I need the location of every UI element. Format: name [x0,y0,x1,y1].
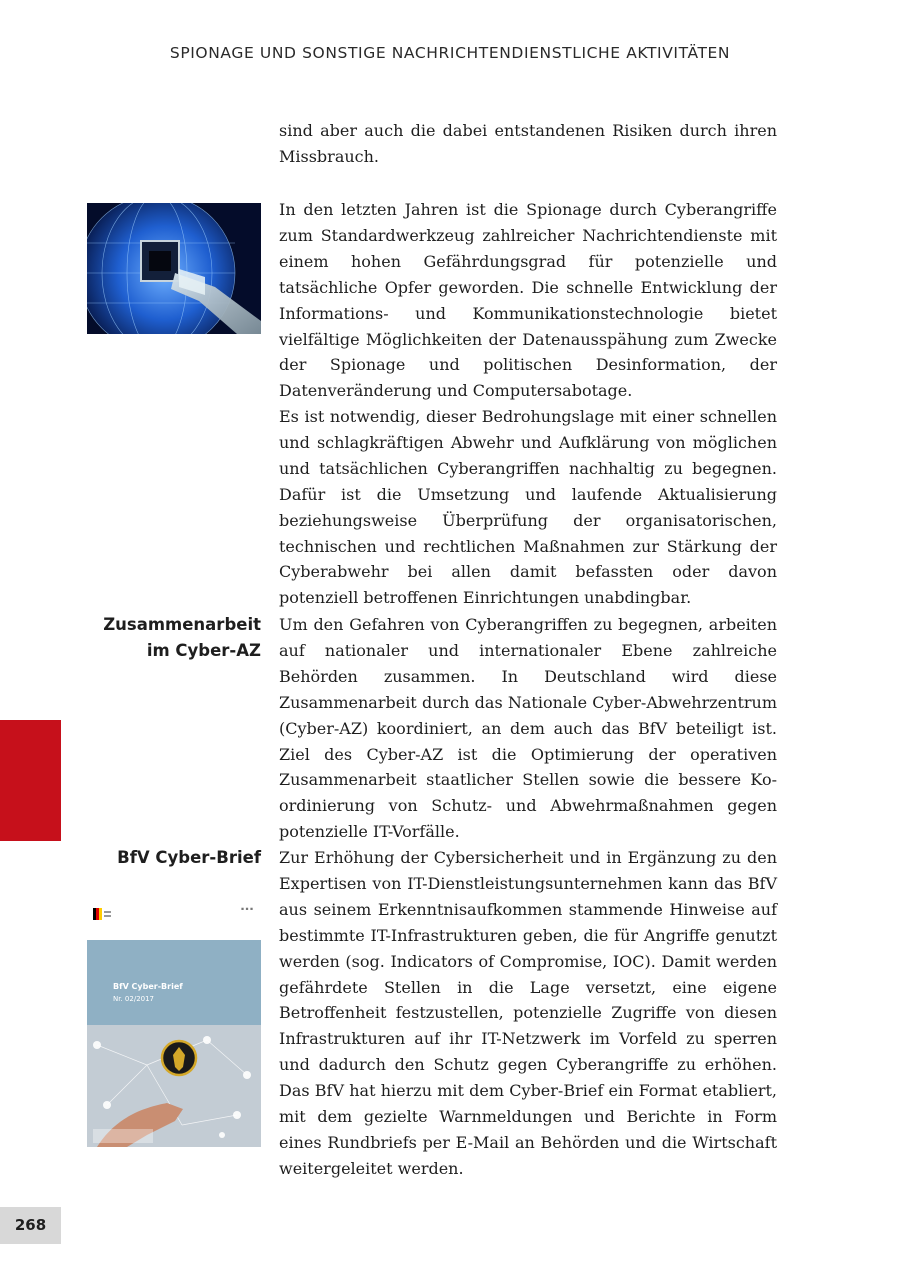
chapter-marker-tab [0,720,61,841]
cover-date: ▪ ▪ ▪ [240,907,253,912]
side-heading-line: im Cyber-AZ [146,640,261,660]
globe-network-cable-image [87,203,261,334]
paragraph-bedrohungslage: Es ist notwendig, dieser Bedrohungslage mit einer schnellen und schlagkräftigen Abwehr und Aufklärung von möglichen und tatsächlichen Cyberangriffen nachhaltig zu begegnen. Dafür ist die Umsetzung und laufende Aktualisierung beziehungsweise Überprüfung der organisatorischen, technischen und rechtlichen Maßnahmen zur Stärkung der Cyberabwehr bei allen damit befassten oder davon potenziell betroffenen Einrichtungen unabdingbar. [279,407,777,608]
cover-title: BfV Cyber-Brief [113,982,183,991]
side-heading-line: Zusammenarbeit [103,615,261,634]
side-heading-cyber-az [61,612,261,664]
paragraph-cyber-brief: Zur Erhöhung der Cybersicherheit und in Ergänzung zu den Expertisen von IT-Dienstleistungsunternehmen kann das BfV aus seinem Erkenntnisaufkommen stammende Hinweise auf bestimmte IT-Infrastrukturen geben, die für Angriffe genutzt werden (sog. Indicators of Compromise, IOC). Damit werden gefährdete Stellen in die Lage versetzt, eine eigene Betroffenheit festzustellen, potenzielle Zugriffe von diesen Infrastrukturen auf ihr IT-Netzwerk im Vorfeld zu sperren und dadurch den Schutz gegen Cyberangriffe zu erhöhen. Das BfV hat hierzu mit dem Cyber-Brief ein Format etabliert, mit dem gezielte Warnmeldungen und Berichte in Form eines Rundbriefs per E-Mail an Behörden und die Wirtschaft weitergeleitet werden. [279,848,777,1178]
federal-logo-icon [93,908,111,920]
paragraph-zusammenarbeit: Um den Gefahren von Cyberangriffen zu begegnen, arbeiten auf nationaler und internationaler Ebene zahlreiche Behörden zusammen. In Deutschland wird diese Zusammenarbeit durch das Nationale Cyber-Abwehrzentrum (Cyber-AZ) koordiniert, an dem auch das BfV beteiligt ist. Ziel des Cyber-AZ ist die Optimierung der operativen Zusammenarbeit staatlicher Stellen sowie die bessere Koordinierung von Schutz- und Abwehrmaßnahmen gegen potenzielle IT-Vorfälle. [279,615,777,842]
cover-issue: Nr. 02/2017 [113,995,155,1003]
side-heading-cyber-brief: BfV Cyber-Brief [117,848,261,867]
paragraph-continuation: sind aber auch die dabei entstandenen Risiken durch ihren Missbrauch. [279,121,777,166]
network-hand-illustration [87,1025,261,1147]
page-number: 268 [0,1207,61,1244]
cyber-brief-cover-image [87,902,261,1147]
globe-cable-illustration [87,203,261,334]
cover-photo [87,1025,261,1147]
paragraph-cyberangriffe: In den letzten Jahren ist die Spionage durch Cyberangriffe zum Standardwerkzeug zahlreicher Nachrichtendienste mit einem hohen Gefährdungsgrad für potenzielle und tatsächliche Opfer geworden. Die schnelle Entwicklung der Informations- und Kommunikationstechnologie bietet vielfältige Möglichkeiten der Datenausspähung zum Zwecke der Spionage und politischen Desinformation, der Datenveränderung und Computersabotage. [279,200,777,401]
running-head: SPIONAGE UND SONSTIGE NACHRICHTENDIENSTLICHE AKTIVITÄTEN [169,44,731,62]
